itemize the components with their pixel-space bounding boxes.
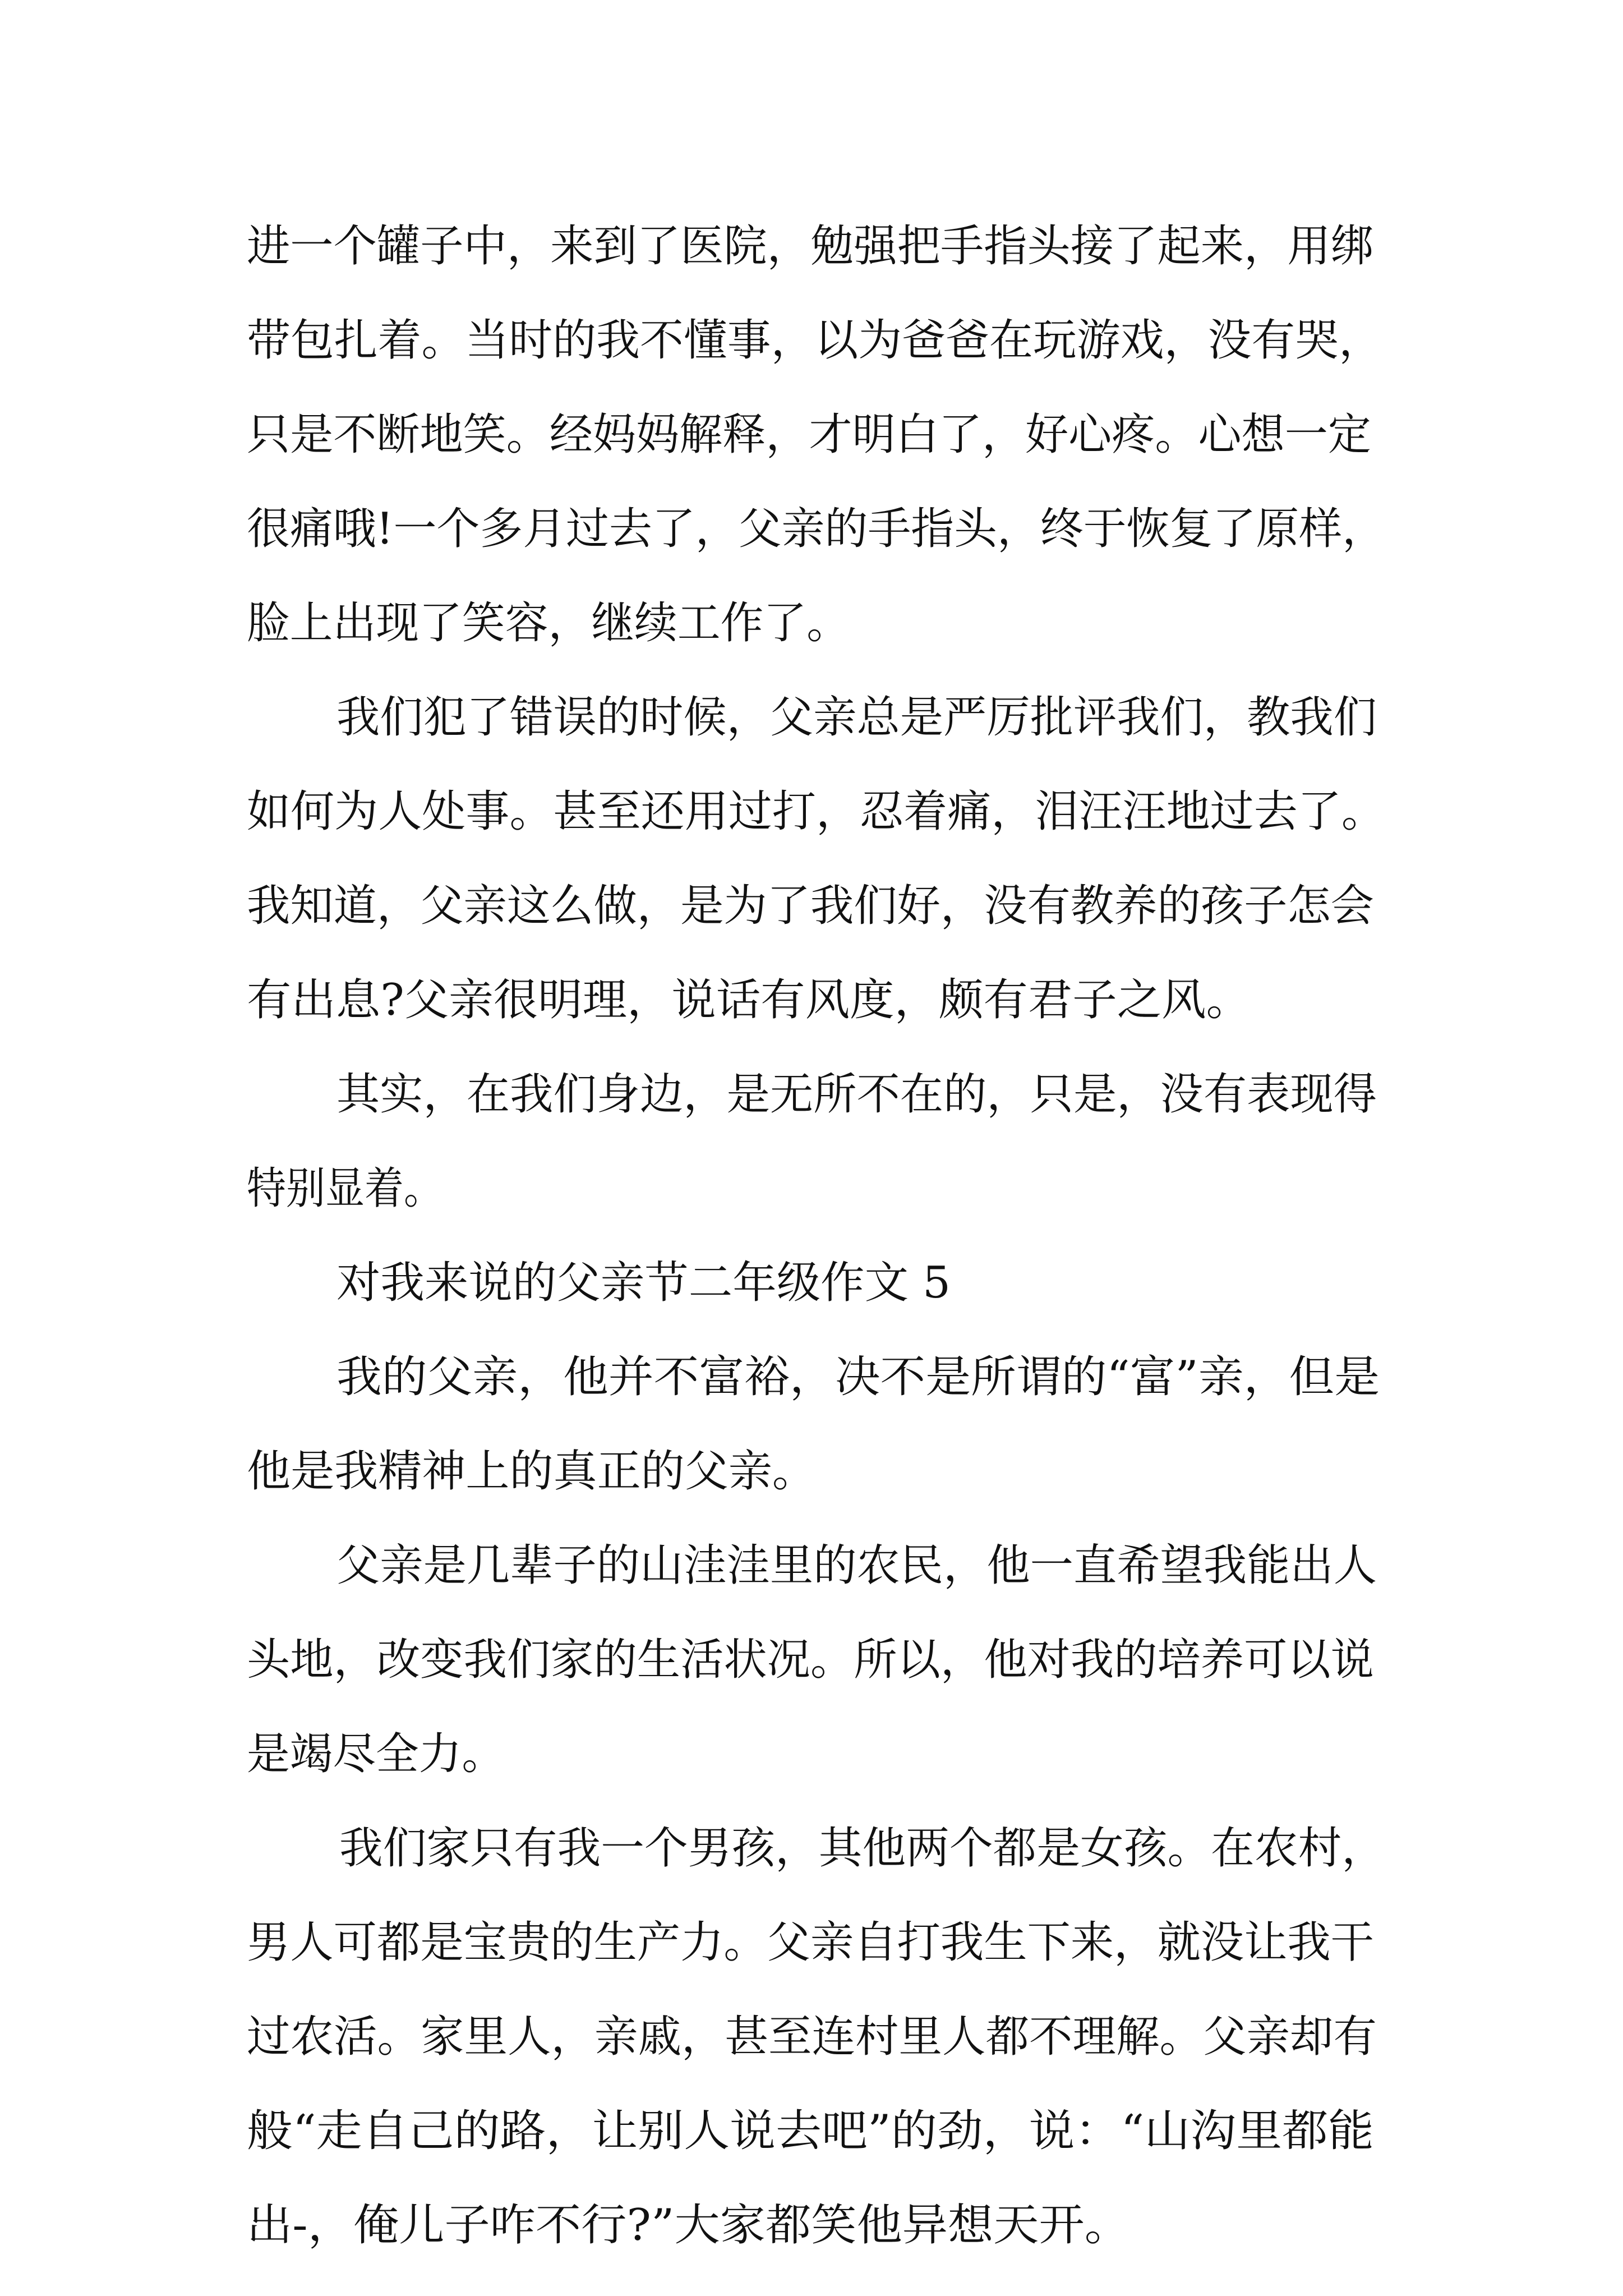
text-line: 他是我精神上的真正的父亲。 bbox=[247, 1446, 816, 1497]
text-line: 只是不断地笑。经妈妈解释，才明白了，好心疼。心想一定 bbox=[247, 409, 1371, 460]
text-line: 出-，俺儿子咋不行?”大家都笑他异想天开。 bbox=[247, 2200, 1130, 2251]
text-line: 我知道，父亲这么做，是为了我们好，没有教养的孩子怎会 bbox=[247, 881, 1374, 931]
text-line: 父亲是几辈子的山洼洼里的农民，他一直希望我能出人 bbox=[336, 1540, 1377, 1591]
text-line: 我们犯了错误的时候，父亲总是严厉批评我们，教我们 bbox=[336, 692, 1377, 743]
text-line: 我的父亲，他并不富裕，决不是所谓的“富”亲，但是 bbox=[336, 1352, 1380, 1402]
text-line: 很痛哦!一个多月过去了，父亲的手指头，终于恢复了原样， bbox=[247, 504, 1385, 554]
text-line: 其实，在我们身边，是无所不在的，只是，没有表现得 bbox=[336, 1069, 1377, 1120]
text-line: 特别显着。 bbox=[247, 1163, 443, 1214]
text-line: 有出息?父亲很明理，说话有风度，颇有君子之风。 bbox=[247, 975, 1251, 1025]
text-line: 般“走自己的路，让别人说去吧”的劲，说：“山沟里都能 bbox=[247, 2106, 1374, 2156]
text-line: 男人可都是宝贵的生产力。父亲自打我生下来，就没让我干 bbox=[247, 1917, 1374, 1968]
text-line: 脸上出现了笑容，继续工作了。 bbox=[247, 598, 850, 648]
text-line: 如何为人处事。甚至还用过打，忍着痛，泪汪汪地过去了。 bbox=[247, 786, 1385, 837]
text-line: 是竭尽全力。 bbox=[247, 1729, 505, 1779]
text-line: 头地，改变我们家的生活状况。所以，他对我的培养可以说 bbox=[247, 1635, 1374, 1685]
text-line: 我们家只有我一个男孩，其他两个都是女孩。在农村， bbox=[339, 1823, 1385, 1874]
text-line: 带包扎着。当时的我不懂事，以为爸爸在玩游戏，没有哭， bbox=[247, 315, 1382, 366]
text-line: 过农活。家里人，亲戚，甚至连村里人都不理解。父亲却有 bbox=[247, 2012, 1377, 2062]
text-line: 进一个罐子中，来到了医院，勉强把手指头接了起来，用绑 bbox=[247, 221, 1374, 272]
section-title: 对我来说的父亲节二年级作文 5 bbox=[336, 1258, 951, 1308]
